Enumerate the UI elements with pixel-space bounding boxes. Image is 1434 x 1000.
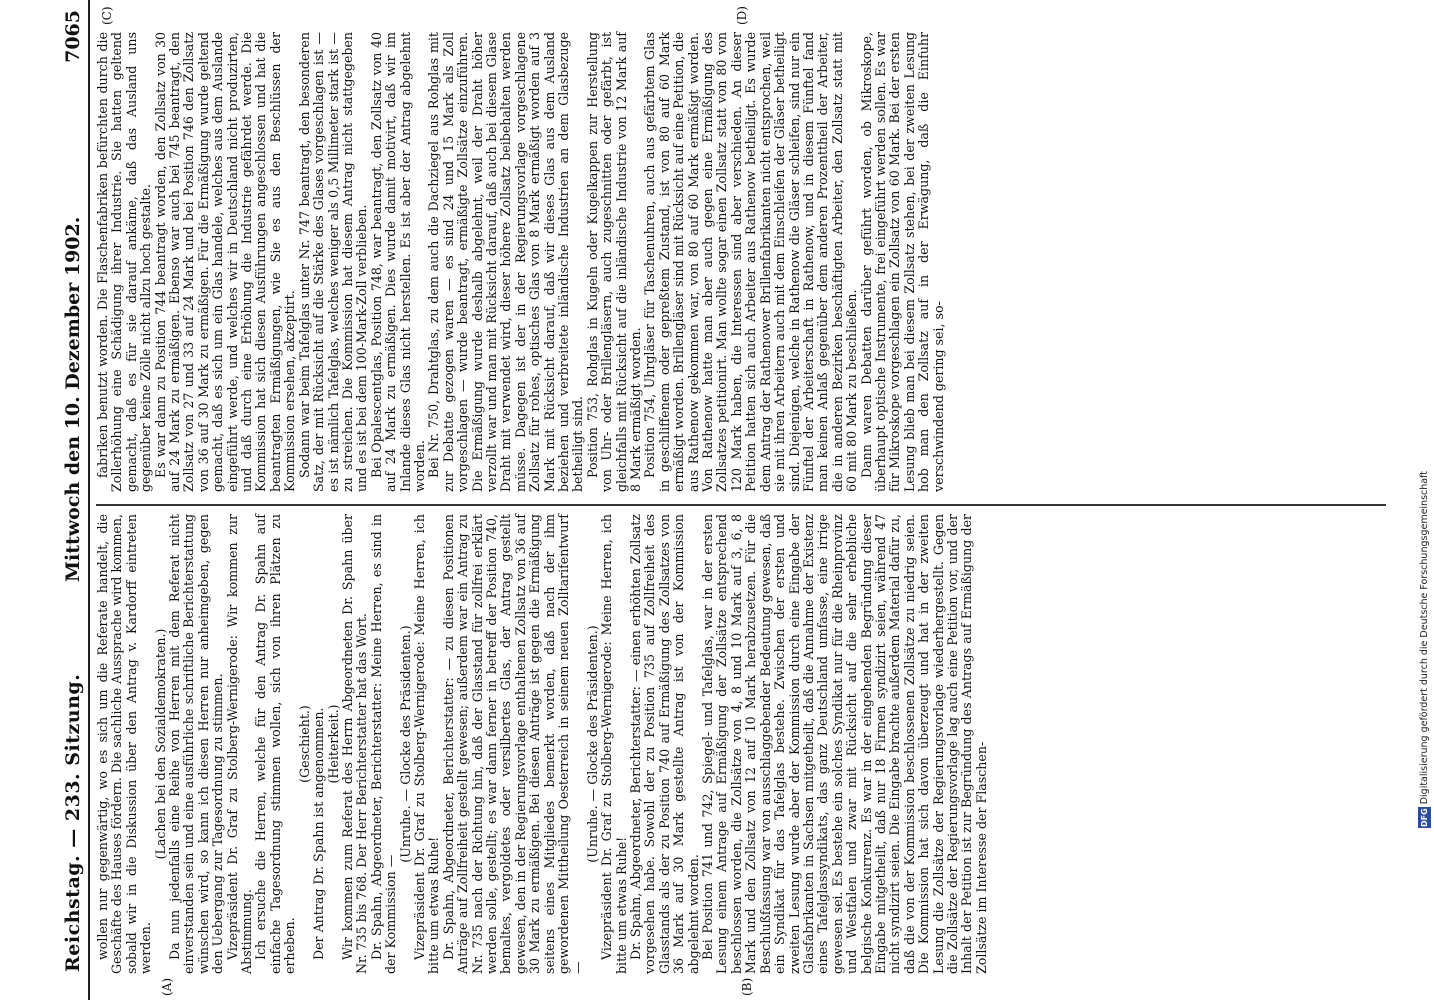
paragraph: Sodann war beim Tafelglas unter Nr. 747 beantragt, den besonderen Satz, der mit Rücksicht auf die Stärke des Glases vorgeschlagen ist — es ist nämlich Tafelglas, welches weniger als 0,5 Millimeter stark ist — zu streichen. Die Kommission hat diesem Antrag nicht stattgegeben und es ist bei dem 100-Mark-Zoll verblieben. — [296, 32, 370, 492]
paragraph: Position 754, Uhrgläser für Taschenuhren, auch aus gefärbtem Glas in geschliffenem oder gepreßtem Zustand, ist von 80 auf 60 Mark ermäßigt worden. Brillengläser sind mit Rücksicht auf eine Petition, die aus Rathenow gekommen war, von 80 auf 60 Mark ermäßigt worden. Von Rathenow hatte man aber auch gegen eine Ermäßigung des Zollsatzes petitionirt. Man wollte sogar einen Zollsatz statt von 80 von 120 Mark haben, die Interessen sind aber verschieden. An dieser Petition hatten sich auch Arbeiter aus Rathenow betheiligt. Es wurde dem Antrag der Rathenower Brillenfabrikanten nicht entsprochen, weil sie mit ihren Arbeitern auch mit dem Einschleifen der Gläser betheiligt sind. Diejenigen, welche in Rathenow die Gläser schleifen, sind nur ein Fünftel der Arbeiterschaft in Rathenow, und in diesem Fünftel fand man keinen Anlaß gegenüber dem anderen Prozenttheil der Arbeiter, die in anderen Bezirken beschäftigten Arbeiter, den Zollsatz statt mit 60 mit 80 Mark zu beschließen. — [642, 32, 860, 492]
paragraph: Vizepräsident Dr. Graf zu Stolberg-Wernigerode: Meine Herren, ich bitte um etwas Ruhe! — [411, 514, 442, 974]
paragraph: Der Antrag Dr. Spahn ist angenommen. — [311, 707, 327, 960]
paragraph: Es war dann zu Position 744 beantragt worden, den Zollsatz von 30 auf 24 Mark zu ermäßigen. Ebenso war auch bei 745 beantragt, den Zollsatz von 27 und 33 auf 24 Mark und bei Position 746 den Zollsatz von 36 auf 30 Mark zu ermäßigen. Für die Ermäßigung wurde geltend gemacht, daß es sich um ein Glas handele, welches aus dem Auslande eingeführt werde, und welches wir in Deutschland nicht produzirten, und daß durch eine Erhöhung die Industrie gefährdet werde. Die Kommission hat sich diesen Ausführungen angeschlossen und hat die beantragten Ermäßigungen, wie Sie es aus den Beschlüssen der Kommission ersehen, akzeptirt. — [152, 32, 298, 492]
marker-b: (B) — [740, 977, 754, 996]
header-rule — [88, 0, 90, 1000]
paragraph: fabriken benutzt worden. Die Flaschenfabriken befürchten durch die Zollerhöhung eine Schädigung ihrer Industrie. Sie hatten geltend gemacht, daß es für sie darauf ankäme, daß das Ausland uns gegenüber keine Zölle nicht allzu hoch gestalte. — [95, 32, 154, 492]
marker-d: (D) — [735, 6, 749, 25]
paragraph: (Heiterkeit.) — [325, 704, 341, 784]
paragraph: Dr. Spahn, Abgeordneter, Berichterstatter: — einen erhöhten Zollsatz vorgesehen habe. Sowohl der zu Position 735 auf Zollfreiheit des Glasstands als der zu Position 740 auf Ermäßigung des Zollsatzes von 36 Mark auf 30 Mark gestellte Antrag ist von der Kommission abgelehnt worden. — [628, 514, 701, 974]
paragraph: (Lachen bei den Sozialdemokraten.) — [152, 628, 168, 860]
paragraph: (Unruhe. — Glocke des Präsidenten.) — [584, 625, 600, 863]
paragraph: (Unruhe. — Glocke des Präsidenten.) — [397, 625, 413, 863]
paragraph: Vizepräsident Dr. Graf zu Stolberg-Wernigerode: Wir kommen zur Abstimmung. — [224, 514, 255, 974]
paragraph: Position 753, Rohglas in Kugeln oder Kugelkappen zur Herstellung von Uhr- oder Brillengläsern, auch zugeschnitten oder gefärbt, ist gleichfalls mit Rücksicht auf die inländische Industrie von 12 Mark auf 8 Mark ermäßigt worden. — [584, 32, 644, 492]
paragraph: Bei Opalescentglas, Position 748, war beantragt, den Zollsatz von 40 auf 24 Mark zu ermäßigen. Dies wurde damit motivirt, daß wir im Inlande dieses Glas nicht herstellen. Es ist aber der Antrag abgelehnt worden. — [368, 32, 427, 492]
right-column — [96, 32, 946, 492]
paragraph: Wir kommen zum Referat des Herrn Abgeordneten Dr. Spahn über Nr. 735 bis 768. Der Herr Berichterstatter hat das Wort. — [339, 514, 370, 974]
paragraph: Ich ersuche die Herren, welche für den Antrag Dr. Spahn auf einfache Tagesordnung stimmen wollen, sich von ihren Plätzen zu erheben. — [253, 514, 298, 974]
left-column — [96, 514, 989, 974]
header-session: Reichstag. — 233. Sitzung. — [62, 673, 84, 972]
paragraph: Dann waren Debatten darüber geführt worden, ob Mikroskope, überhaupt optische Instrumente, frei eingeführt werden sollen. Es war für Mikroskope vorgeschlagen ein Zollsatz von 60 Mark. Bei der ersten Lesung blieb man bei diesem Zollsatz stehen, bei der zweiten Lesung hob man den Zollsatz auf in der Erwägung, daß die Einfuhr verschwindend gering sei, so- — [858, 32, 946, 492]
page-header — [58, 0, 90, 1000]
paragraph: wollen nur gegenwärtig, wo es sich um die Referate handelt, die Geschäfte des Hauses fördern. Die sachliche Aussprache wird kommen, sobald wir in die Diskussion über den Antrag v. Kardorff eintreten werden. — [95, 514, 154, 974]
column-separator — [96, 504, 1386, 506]
paragraph: Dr. Spahn, Abgeordneter, Berichterstatter: — zu diesen Positionen Anträge auf Zollfreiheit gestellt gewesen; außerdem war ein Antrag zu Nr. 735 nach der Richtung hin, daß der Glasstand für zollfrei erklärt werden solle, gestellt; es war dann ferner in betreff der Position 740, bemaltes, vergoldetes oder versilbertes Glas, der Antrag gestellt gewesen, den in der Regierungsvorlage enthaltenen Zollsatz von 36 auf 30 Mark zu ermäßigen. Bei diesen Anträge ist gegen die Ermäßigung seitens eines Mitgliedes bemerkt worden, daß nach der ihm gewordenen Mittheilung Oesterreich in seinem neuen Zolltarifentwurf — — [440, 514, 586, 974]
paragraph: Da nun jedenfalls eine Reihe von Herren mit dem Referat nicht einverstanden sein und eine ausführliche schriftliche Berichterstattung wünschen wird, so kann ich diesen Herren nur anheimgeben, gegen den Uebergang zur Tagesordnung zu stimmen. — [167, 514, 226, 974]
marker-a: (A) — [160, 977, 174, 996]
digitization-text: Digitalisierung gefördert durch die Deutsche Forschungsgemeinschaft — [1419, 470, 1430, 805]
paragraph: Vizepräsident Dr. Graf zu Stolberg-Wernigerode: Meine Herren, ich bitte um etwas Ruhe! — [599, 514, 629, 974]
dfg-logo: DFG — [1420, 808, 1429, 827]
paragraph: Bei Nr. 750, Drahtglas, zu dem auch die Dachziegel aus Rohglas mit zur Debatte gezogen waren — es sind 24 und 15 Mark als Zoll vorgeschlagen — wurde beantragt, ermäßigte Zollsätze einzuführen. Die Ermäßigung wurde deshalb abgelehnt, weil der Draht höher verzollt war und man mit Rücksicht darauf, daß auch bei diesem Glase Draht mit verwendet wird, dieser höhere Zollsatz beibehalten werden müsse. Dagegen ist der in der Regierungsvorlage vorgeschlagene Zollsatz für rohes, optisches Glas von 8 Mark ermäßigt worden auf 3 Mark mit Rücksicht darauf, daß wir dieses Glas aus dem Ausland beziehen und verbreitete inländische Industrien an dem Glasbezuge betheiligt sind. — [426, 32, 586, 492]
paragraph: (Geschieht.) — [296, 705, 312, 783]
marker-c: (C) — [100, 6, 114, 25]
header-date: Mittwoch den 10. Dezember 1902. — [62, 216, 84, 582]
paragraph: Dr. Spahn, Abgeordneter, Berichterstatter: Meine Herren, es sind in der Kommission — — [368, 514, 399, 974]
page-number: 7065 — [62, 10, 84, 63]
digitization-note — [1418, 8, 1432, 828]
paragraph: Bei Position 741 und 742, Spiegel- und Tafelglas, war in der ersten Lesung einem Antrage auf Ermäßigung der Zollsätze entsprechend beschlossen worden, die Zollsätze von 4, 8 und 10 Mark auf 3, 6, 8 Mark und den Zollsatz von 12 auf 10 Mark herabzusetzen. Für die Beschlußfassung war von ausschlaggebender Bedeutung gewesen, daß ein Syndikat für das Tafelglas bestehe. Zwischen der ersten und zweiten Lesung wurde aber der Kommission durch eine Eingabe der Glasfabrikanten in Sachsen mitgetheilt, daß die Annahme der Existenz eines Tafelglassyndikats, das ganz Deutschland umfasse, eine irrige gewesen sei. Es bestehe ein solches Syndikat nur für die Rheinprovinz und Westfalen und zwar mit Rücksicht auf die sehr erhebliche belgische Konkurrenz. Es war in der eingehenden Begründung dieser Eingabe mitgetheilt, daß nur 18 Firmen syndizirt seien, während 47 nicht syndizirt seien. Die Eingabe brachte außerdem Material dafür zu, daß die von der Kommission beschlossenen Zollsätze zu niedrig seien. Die Kommission hat sich davon überzeugt und hat in der zweiten Lesung die Zollsätze der Regierungsvorlage wiederhergestellt. Gegen die Zollsätze der Regierungsvorlage lag auch eine Petition vor, und der Inhalt der Petition ist zur Begründung des Antrags auf Ermäßigung der Zollsätze im Interesse der Flaschen- — [700, 514, 989, 974]
